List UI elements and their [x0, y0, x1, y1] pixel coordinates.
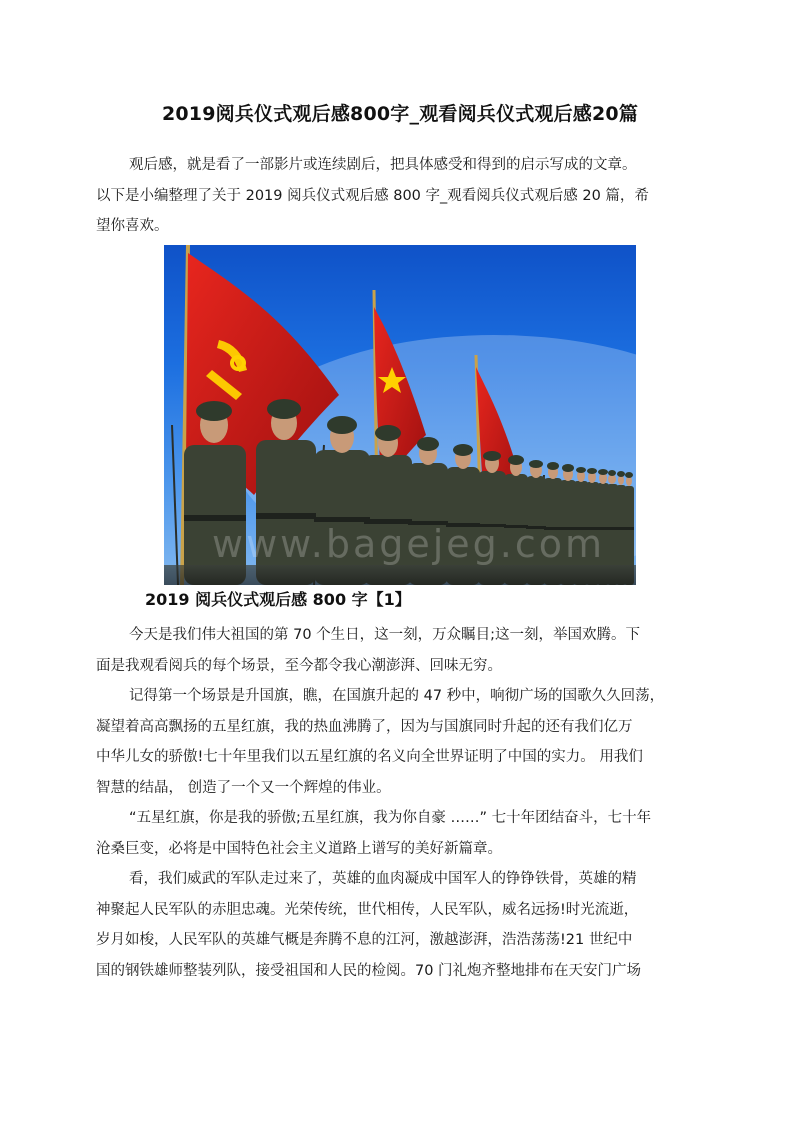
intro-line: 观后感，就是看了一部影片或连续剧后，把具体感受和得到的启示写成的文章。: [129, 157, 637, 173]
intro-line: 以下是小编整理了关于 2019 阅兵仪式观后感 800 字_观看阅兵仪式观后感 20 篇，希: [96, 187, 649, 204]
body-line: “五星红旗，你是我的骄傲;五星红旗，我为你自豪 ……” 七十年团结奋斗，七十年: [129, 810, 652, 826]
body-line: 今天是我们伟大祖国的第 70 个生日，这一刻，万众瞩目;这一刻，举国欢腾。下: [129, 627, 641, 643]
parade-photo: [164, 245, 636, 585]
body-text: [96, 620, 708, 986]
body-line: 凝望着高高飘扬的五星红旗，我的热血沸腾了，因为与国旗同时升起的还有我们亿万: [96, 718, 633, 735]
body-line: 智慧的结晶， 创造了一个又一个辉煌的伟业。: [96, 779, 391, 796]
body-line: 记得第一个场景是升国旗，瞧，在国旗升起的 47 秒中，响彻广场的国歌久久回荡，: [129, 688, 665, 704]
document-title: 2019阅兵仪式观后感800字_观看阅兵仪式观后感20篇: [161, 103, 639, 125]
body-line: 面是我观看阅兵的每个场景，至今都令我心潮澎湃、回味无穷。: [96, 657, 502, 674]
body-line: 神聚起人民军队的赤胆忠魂。光荣传统，世代相传，人民军队，威名远扬!时光流逝，: [96, 901, 639, 918]
section-heading: 2019 阅兵仪式观后感 800 字【1】: [145, 590, 411, 609]
body-line: 沧桑巨变，必将是中国特色社会主义道路上谱写的美好新篇章。: [96, 840, 502, 857]
body-line: 看，我们威武的军队走过来了，英雄的血肉凝成中国军人的铮铮铁骨，英雄的精: [129, 871, 637, 887]
body-line: 岁月如梭，人民军队的英雄气概是奔腾不息的江河，激越澎湃，浩浩荡荡!21 世纪中: [96, 932, 633, 948]
body-line: 国的钢铁雄师整装列队，接受祖国和人民的检阅。70 门礼炮齐整地排布在天安门广场: [96, 962, 642, 979]
photo-watermark: www.bagejeg.com: [212, 522, 606, 566]
intro-paragraph: [96, 150, 708, 242]
body-line: 中华儿女的骄傲!七十年里我们以五星红旗的名义向全世界证明了中国的实力。 用我们: [96, 749, 643, 765]
intro-line: 望你喜欢。: [96, 218, 169, 234]
